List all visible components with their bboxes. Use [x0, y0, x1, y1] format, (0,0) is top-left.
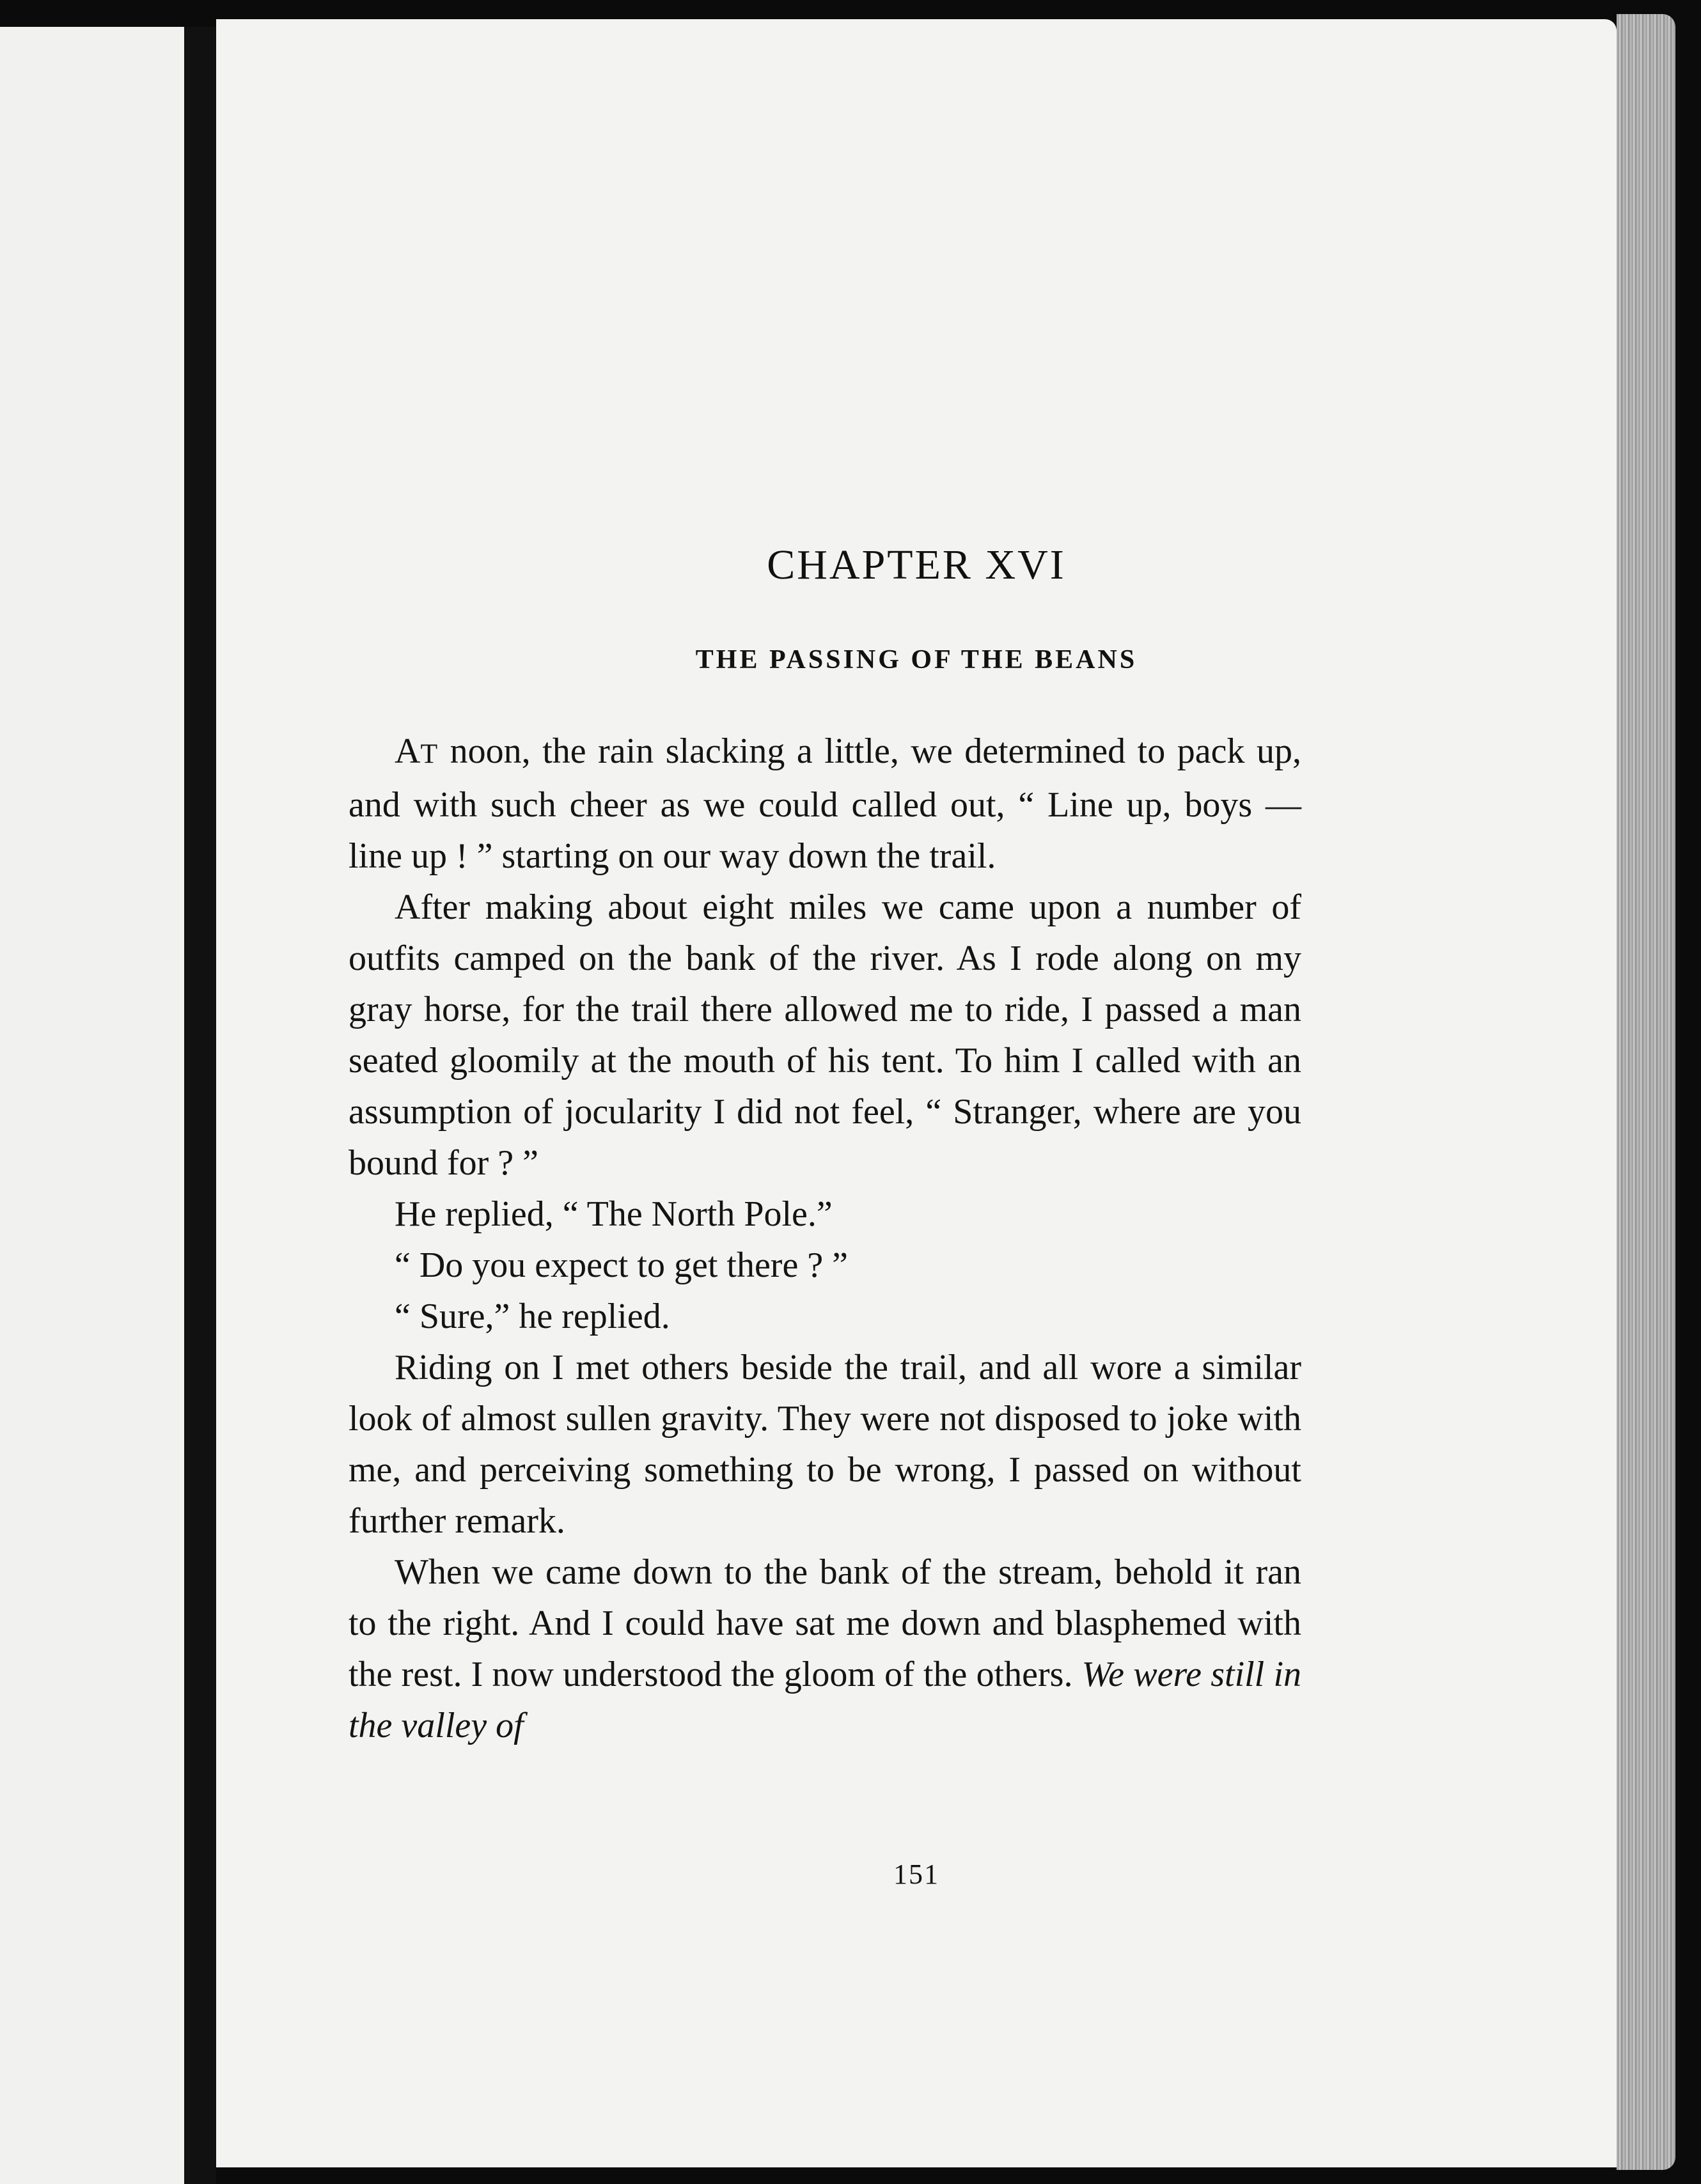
paragraph-7	[349, 1547, 1301, 1751]
paragraph-text: noon, the rain slacking a little, we determined to pack up, and with such cheer as we could called out, “ Line up, boys — line up ! ” starting on our way down the trail.	[349, 731, 1301, 876]
paragraph-4: “ Do you expect to get there ? ”	[395, 1245, 849, 1285]
paragraph-3: He replied, “ The North Pole.”	[395, 1194, 833, 1234]
drop-initial: A	[395, 731, 421, 771]
page-number: 151	[893, 1859, 939, 1890]
small-caps: T	[420, 738, 439, 769]
italic-text: We were still in the valley of	[349, 1655, 1301, 1745]
page-edges	[1617, 14, 1675, 2170]
paragraph-1	[349, 726, 1301, 882]
paragraph-5: “ Sure,” he replied.	[395, 1297, 670, 1336]
paragraph-text: When we came down to the bank of the stream, behold it ran to the right. And I could have sat me down and blasphemed with the rest. I now understood the gloom of the others.	[349, 1552, 1301, 1694]
chapter-title: CHAPTER XVI	[767, 542, 1066, 588]
book-gutter	[184, 27, 216, 2184]
body-text	[349, 726, 1301, 1751]
paragraph-6: Riding on I met others beside the trail, and all wore a similar look of almost sullen gravity. They were not disposed to joke with me, and perceiving something to be wrong, I passed on without further remark.	[349, 1348, 1301, 1541]
left-page	[0, 27, 184, 2184]
chapter-subtitle: THE PASSING OF THE BEANS	[695, 645, 1138, 675]
paragraph-2: After making about eight miles we came upon a number of outfits camped on the bank of the river. As I rode along on my gray horse, for the trail there allowed me to ride, I passed a man seated gloomily at the mouth of his tent. To him I called with an assumption of jocularity I did not feel, “ Stranger, where are you bound for ? ”	[349, 887, 1301, 1183]
